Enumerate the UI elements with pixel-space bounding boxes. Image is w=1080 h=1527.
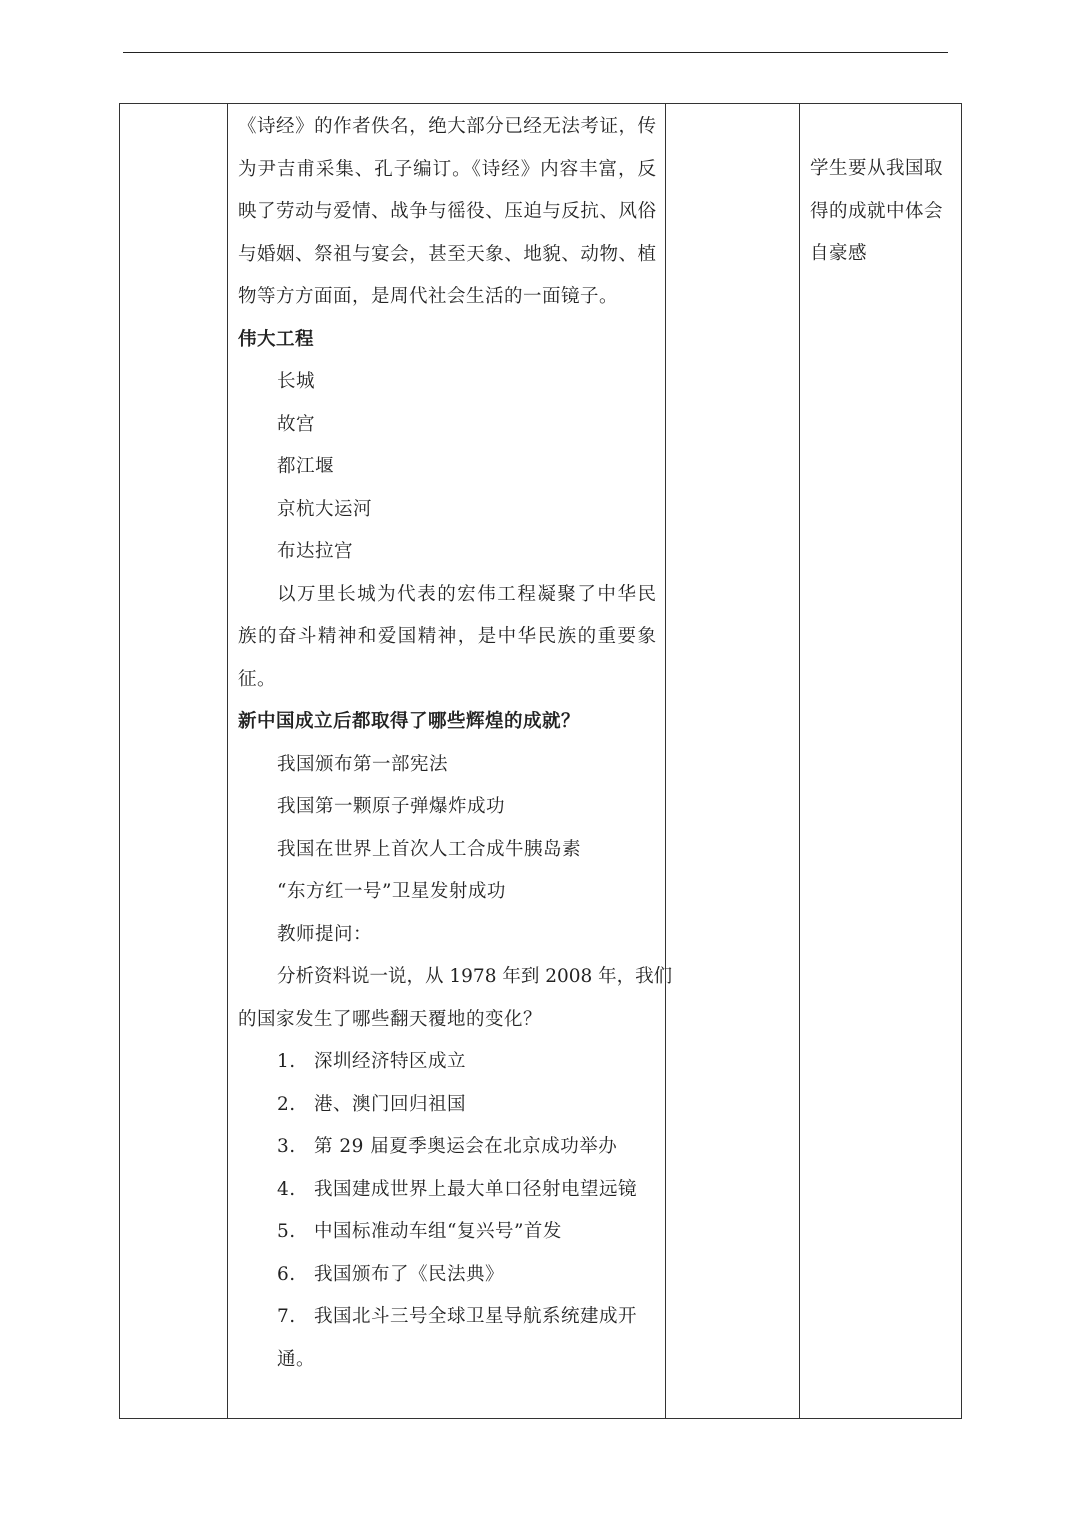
lesson-table: [119, 103, 962, 1419]
numbered-item: [238, 1041, 656, 1084]
text-line: 通。: [277, 1348, 316, 1370]
item-text: 我国建成世界上最大单口径射电望远镜: [314, 1178, 638, 1200]
column-divider: [227, 104, 228, 1418]
column-divider: [665, 104, 666, 1418]
list-item: 布达拉宫: [277, 541, 354, 562]
list-item: 长城: [277, 371, 316, 392]
item-number: 6.: [277, 1263, 296, 1285]
text-line: 教师提问：: [277, 923, 373, 945]
list-item: 故宫: [277, 413, 316, 435]
numbered-item: [238, 1254, 656, 1297]
note-line: 学生要从我国取: [810, 158, 944, 179]
section-heading: 伟大工程: [238, 328, 315, 350]
section-heading: 新中国成立后都取得了哪些辉煌的成就？: [238, 711, 581, 732]
note-line: 自豪感: [810, 243, 868, 264]
column-divider: [799, 104, 800, 1418]
item-text: 我国北斗三号全球卫星导航系统建成开: [314, 1306, 638, 1327]
item-number: 4.: [277, 1178, 296, 1200]
text-line: 的国家发生了哪些翻天覆地的变化？: [238, 1008, 543, 1030]
list-item: 都江堰: [277, 456, 335, 477]
item-text: 深圳经济特区成立: [314, 1051, 467, 1072]
note-line: 得的成就中体会: [810, 200, 944, 222]
item-number: 5.: [277, 1221, 296, 1242]
item-text: 我国颁布了《民法典》: [314, 1263, 505, 1285]
numbered-item: [238, 1084, 656, 1127]
list-item: “东方红一号”卫星发射成功: [277, 881, 506, 902]
item-text: 港、澳门回归祖国: [314, 1093, 467, 1115]
text-line: 物等方方面面，是周代社会生活的一面镜子。: [238, 286, 619, 307]
numbered-item: [238, 1169, 656, 1212]
list-item: 我国颁布第一部宪法: [277, 753, 449, 775]
list-item: 我国在世界上首次人工合成牛胰岛素: [277, 838, 582, 860]
item-text: 第 29 届夏季奥运会在北京成功举办: [314, 1136, 618, 1157]
text-line: 《诗经》的作者佚名，绝大部分已经无法考证，传: [238, 116, 656, 137]
list-item: 京杭大运河: [277, 498, 373, 520]
item-number: 1.: [277, 1051, 296, 1072]
item-text: 中国标准动车组“复兴号”首发: [314, 1221, 562, 1242]
text-line: 族的奋斗精神和爱国精神，是中华民族的重要象: [238, 626, 656, 647]
content-cell: [238, 106, 673, 1381]
text-line: 与婚姻、祭祖与宴会，甚至天象、地貌、动物、植: [238, 243, 656, 265]
note-cell: [810, 148, 955, 276]
header-rule: [123, 52, 948, 53]
text-line: 以万里长城为代表的宏伟工程凝聚了中华民: [277, 583, 656, 605]
item-number: 7.: [277, 1306, 296, 1327]
list-item: 我国第一颗原子弹爆炸成功: [277, 796, 506, 817]
numbered-item: [238, 1296, 656, 1339]
numbered-item: [238, 1126, 656, 1169]
text-line: 映了劳动与爱情、战争与徭役、压迫与反抗、风俗: [238, 201, 656, 222]
text-line: 征。: [238, 668, 277, 690]
item-number: 2.: [277, 1093, 296, 1115]
item-number: 3.: [277, 1136, 296, 1157]
text-line: 为尹吉甫采集、孔子编订。《诗经》内容丰富，反: [238, 158, 656, 180]
text-line: 分析资料说一说，从 1978 年到 2008 年，我们: [277, 966, 673, 987]
numbered-item: [238, 1211, 656, 1254]
